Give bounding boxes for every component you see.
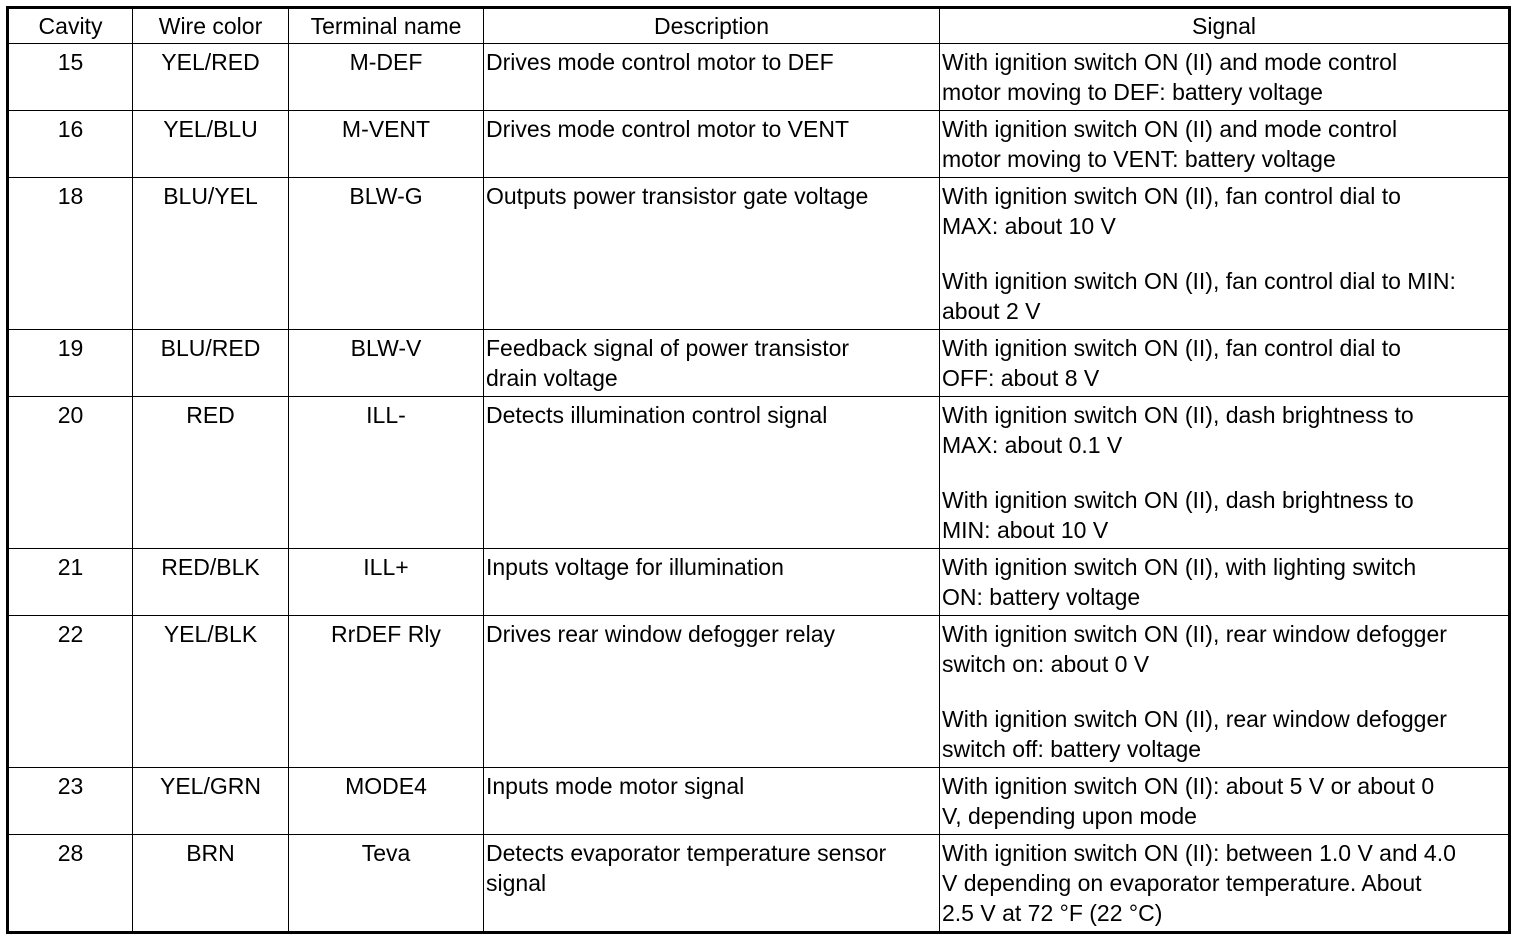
signal-paragraph bbox=[942, 485, 1506, 545]
header-row bbox=[8, 8, 1510, 44]
signal-paragraph bbox=[942, 619, 1506, 679]
wire-color-cell: BLU/YEL bbox=[133, 178, 289, 330]
header-description: Description bbox=[484, 8, 940, 44]
terminal-name-cell: Teva bbox=[289, 835, 484, 933]
description-cell bbox=[484, 330, 940, 397]
signal-line: With ignition switch ON (II), fan control dial to bbox=[942, 183, 1401, 209]
signal-line: With ignition switch ON (II) and mode control bbox=[942, 49, 1398, 75]
signal-line: switch off: battery voltage bbox=[942, 736, 1202, 762]
terminal-name-cell: MODE4 bbox=[289, 768, 484, 835]
description-line: Detects illumination control signal bbox=[486, 402, 828, 428]
cavity-cell: 22 bbox=[8, 616, 133, 768]
signal-line: With ignition switch ON (II), with lighting switch bbox=[942, 554, 1417, 580]
header-terminal-name: Terminal name bbox=[289, 8, 484, 44]
table-row bbox=[8, 835, 1510, 933]
cavity-cell: 15 bbox=[8, 44, 133, 111]
description-line: Inputs voltage for illumination bbox=[486, 554, 784, 580]
table-row bbox=[8, 397, 1510, 549]
cavity-cell: 21 bbox=[8, 549, 133, 616]
signal-cell bbox=[940, 549, 1510, 616]
wire-color-cell: RED bbox=[133, 397, 289, 549]
description-line: drain voltage bbox=[486, 365, 618, 391]
signal-paragraph bbox=[942, 266, 1506, 326]
description-line: Feedback signal of power transistor bbox=[486, 335, 850, 361]
description-cell bbox=[484, 397, 940, 549]
terminal-name-cell: BLW-G bbox=[289, 178, 484, 330]
description-line: Drives mode control motor to DEF bbox=[486, 49, 834, 75]
description-cell bbox=[484, 835, 940, 933]
table-row bbox=[8, 111, 1510, 178]
signal-paragraph bbox=[942, 771, 1506, 831]
signal-line: With ignition switch ON (II): about 5 V or about 0 bbox=[942, 773, 1435, 799]
table-row bbox=[8, 44, 1510, 111]
wire-color-cell: BLU/RED bbox=[133, 330, 289, 397]
signal-paragraph bbox=[942, 400, 1506, 460]
cavity-cell: 18 bbox=[8, 178, 133, 330]
signal-cell bbox=[940, 330, 1510, 397]
signal-cell bbox=[940, 397, 1510, 549]
terminal-name-cell: RrDEF Rly bbox=[289, 616, 484, 768]
terminal-name-cell: BLW-V bbox=[289, 330, 484, 397]
signal-line: V depending on evaporator temperature. About bbox=[942, 870, 1422, 896]
wire-color-cell: YEL/GRN bbox=[133, 768, 289, 835]
description-cell bbox=[484, 111, 940, 178]
header-cavity: Cavity bbox=[8, 8, 133, 44]
wire-color-cell: YEL/RED bbox=[133, 44, 289, 111]
table-body bbox=[8, 44, 1510, 933]
signal-paragraph bbox=[942, 114, 1506, 174]
signal-line: With ignition switch ON (II), dash brightness to bbox=[942, 402, 1414, 428]
cavity-cell: 19 bbox=[8, 330, 133, 397]
signal-line: motor moving to DEF: battery voltage bbox=[942, 79, 1323, 105]
signal-line: MIN: about 10 V bbox=[942, 517, 1109, 543]
signal-cell bbox=[940, 768, 1510, 835]
signal-paragraph bbox=[942, 704, 1506, 764]
signal-line: With ignition switch ON (II), dash brightness to bbox=[942, 487, 1414, 513]
signal-paragraph bbox=[942, 838, 1506, 928]
description-line: signal bbox=[486, 870, 547, 896]
signal-cell bbox=[940, 178, 1510, 330]
description-cell bbox=[484, 178, 940, 330]
terminal-table bbox=[6, 6, 1511, 934]
signal-line: V, depending upon mode bbox=[942, 803, 1197, 829]
description-cell bbox=[484, 768, 940, 835]
wire-color-cell: BRN bbox=[133, 835, 289, 933]
signal-paragraph bbox=[942, 333, 1506, 393]
signal-line: With ignition switch ON (II), fan control dial to MIN: bbox=[942, 268, 1456, 294]
signal-cell bbox=[940, 111, 1510, 178]
signal-line: With ignition switch ON (II), rear window defogger bbox=[942, 706, 1447, 732]
signal-line: With ignition switch ON (II): between 1.0 V and 4.0 bbox=[942, 840, 1456, 866]
table-row bbox=[8, 549, 1510, 616]
wire-color-cell: RED/BLK bbox=[133, 549, 289, 616]
description-line: Inputs mode motor signal bbox=[486, 773, 745, 799]
signal-cell bbox=[940, 44, 1510, 111]
signal-line: With ignition switch ON (II) and mode control bbox=[942, 116, 1398, 142]
signal-line: With ignition switch ON (II), rear window defogger bbox=[942, 621, 1447, 647]
wire-color-cell: YEL/BLK bbox=[133, 616, 289, 768]
table-row bbox=[8, 616, 1510, 768]
description-cell bbox=[484, 44, 940, 111]
description-cell bbox=[484, 549, 940, 616]
table-row bbox=[8, 330, 1510, 397]
description-line: Drives rear window defogger relay bbox=[486, 621, 835, 647]
signal-line: switch on: about 0 V bbox=[942, 651, 1150, 677]
cavity-cell: 28 bbox=[8, 835, 133, 933]
description-line: Detects evaporator temperature sensor bbox=[486, 840, 887, 866]
cavity-cell: 20 bbox=[8, 397, 133, 549]
signal-line: motor moving to VENT: battery voltage bbox=[942, 146, 1336, 172]
table-header bbox=[8, 8, 1510, 44]
terminal-name-cell: M-VENT bbox=[289, 111, 484, 178]
description-line: Drives mode control motor to VENT bbox=[486, 116, 850, 142]
header-signal: Signal bbox=[940, 8, 1510, 44]
signal-paragraph bbox=[942, 552, 1506, 612]
description-line: Outputs power transistor gate voltage bbox=[486, 183, 869, 209]
terminal-name-cell: M-DEF bbox=[289, 44, 484, 111]
signal-line: MAX: about 0.1 V bbox=[942, 432, 1123, 458]
terminal-name-cell: ILL+ bbox=[289, 549, 484, 616]
signal-line: OFF: about 8 V bbox=[942, 365, 1100, 391]
cavity-cell: 16 bbox=[8, 111, 133, 178]
header-wire-color: Wire color bbox=[133, 8, 289, 44]
terminal-name-cell: ILL- bbox=[289, 397, 484, 549]
table-row bbox=[8, 178, 1510, 330]
cavity-cell: 23 bbox=[8, 768, 133, 835]
signal-paragraph bbox=[942, 181, 1506, 241]
description-cell bbox=[484, 616, 940, 768]
signal-cell bbox=[940, 616, 1510, 768]
signal-paragraph bbox=[942, 47, 1506, 107]
signal-cell bbox=[940, 835, 1510, 933]
signal-line: MAX: about 10 V bbox=[942, 213, 1116, 239]
wire-color-cell: YEL/BLU bbox=[133, 111, 289, 178]
signal-line: about 2 V bbox=[942, 298, 1041, 324]
signal-line: ON: battery voltage bbox=[942, 584, 1141, 610]
signal-line: 2.5 V at 72 °F (22 °C) bbox=[942, 900, 1163, 926]
signal-line: With ignition switch ON (II), fan control dial to bbox=[942, 335, 1401, 361]
table-row bbox=[8, 768, 1510, 835]
